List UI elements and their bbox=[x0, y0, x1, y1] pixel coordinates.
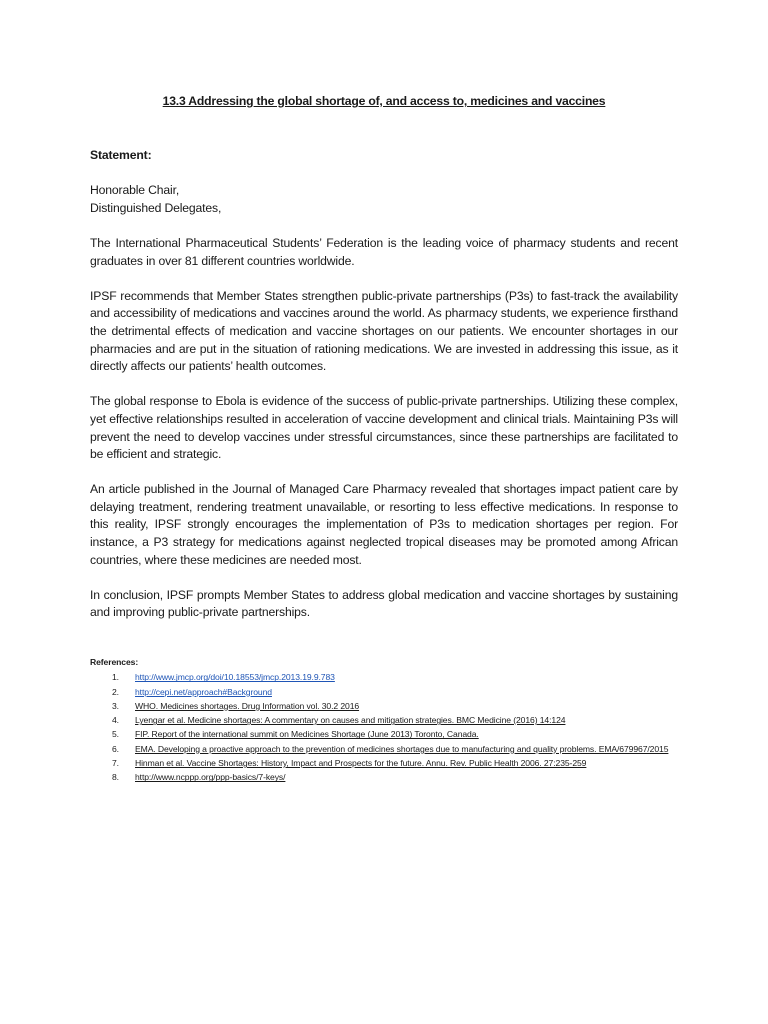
document-body bbox=[90, 147, 678, 640]
statement-heading: Statement: bbox=[90, 148, 152, 162]
reference-item bbox=[90, 699, 678, 713]
reference-number: 1. bbox=[112, 672, 119, 683]
reference-item[interactable] bbox=[90, 670, 678, 684]
reference-text: EMA. Developing a proactive approach to the prevention of medicines shortages due to manufacturing and quality problems. EMA/679967/2015 bbox=[135, 743, 669, 754]
salutation-line: Distinguished Delegates, bbox=[90, 200, 222, 215]
reference-number: 8. bbox=[112, 772, 119, 783]
reference-number: 4. bbox=[112, 715, 119, 726]
reference-item[interactable] bbox=[90, 685, 678, 699]
reference-number: 7. bbox=[112, 758, 119, 769]
reference-link[interactable]: http://www.ncppp.org/ppp-basics/7-keys/ bbox=[135, 772, 286, 783]
paragraph-ebola-response: The global response to Ebola is evidence of the success of public-private partnerships. Utilizing these complex, yet effective relationships resulted in acceleration of vaccine development and clinical trials. Maintaining P3s will prevent the need to develop vaccines under stressful circumstances, since these partnerships are facilitated to be efficient and strategic. bbox=[90, 394, 678, 462]
references-heading: References: bbox=[90, 657, 139, 667]
paragraph-conclusion: In conclusion, IPSF prompts Member States to address global medication and vaccine shortages by sustaining and improving public-private partnerships. bbox=[90, 587, 678, 620]
reference-text: Lyengar et al. Medicine shortages: A commentary on causes and mitigation strategies. BMC Medicine (2016) 14:124 bbox=[135, 715, 566, 726]
reference-link[interactable]: http://www.jmcp.org/doi/10.18553/jmcp.2013.19.9.783 bbox=[135, 672, 335, 683]
document-title: 13.3 Addressing the global shortage of, and access to, medicines and vaccines bbox=[162, 94, 606, 108]
reference-item[interactable] bbox=[90, 770, 678, 784]
reference-item bbox=[90, 756, 678, 770]
paragraph-introduction: The International Pharmaceutical Students’ Federation is the leading voice of pharmacy students and recent graduates in over 81 different countries worldwide. bbox=[90, 235, 678, 268]
reference-item bbox=[90, 727, 678, 741]
references-section bbox=[90, 655, 678, 785]
salutation-line: Honorable Chair, bbox=[90, 183, 180, 198]
references-list bbox=[90, 670, 678, 784]
reference-number: 2. bbox=[112, 686, 119, 697]
reference-number: 5. bbox=[112, 729, 119, 740]
reference-number: 3. bbox=[112, 700, 119, 711]
reference-text: WHO. Medicines shortages. Drug Information vol. 30.2 2016 bbox=[135, 700, 360, 711]
paragraph-recommendation: IPSF recommends that Member States strengthen public-private partnerships (P3s) to fast-track the availability and accessibility of medications and vaccines around the world. As pharmacy students, we experience firsthand the detrimental effects of medication and vaccine shortages on our patients. We encounter shortages in our pharmacies and are put in the situation of rationing medications. We are invested in addressing this issue, as it directly affects our patients’ health outcomes. bbox=[90, 288, 678, 374]
paragraph-jmcp-article: An article published in the Journal of Managed Care Pharmacy revealed that shortages impact patient care by delaying treatment, rendering treatment unavailable, or resorting to less effective medications. In response to this reality, IPSF strongly encourages the implementation of P3s to medication shortages per region. For instance, a P3 strategy for medications against neglected tropical diseases may be promoted among African countries, where these medicines are needed most. bbox=[90, 482, 678, 567]
reference-item bbox=[90, 742, 678, 756]
reference-link[interactable]: http://cepi.net/approach#Background bbox=[135, 686, 272, 697]
reference-text: Hinman et al. Vaccine Shortages: History, Impact and Prospects for the future. Annu. Rev. Public Health 2006. 27:235-259 bbox=[135, 758, 587, 769]
reference-text: FIP. Report of the international summit on Medicines Shortage (June 2013) Toronto, Canada. bbox=[135, 729, 479, 740]
salutation bbox=[90, 182, 678, 217]
reference-number: 6. bbox=[112, 743, 119, 754]
reference-item bbox=[90, 713, 678, 727]
